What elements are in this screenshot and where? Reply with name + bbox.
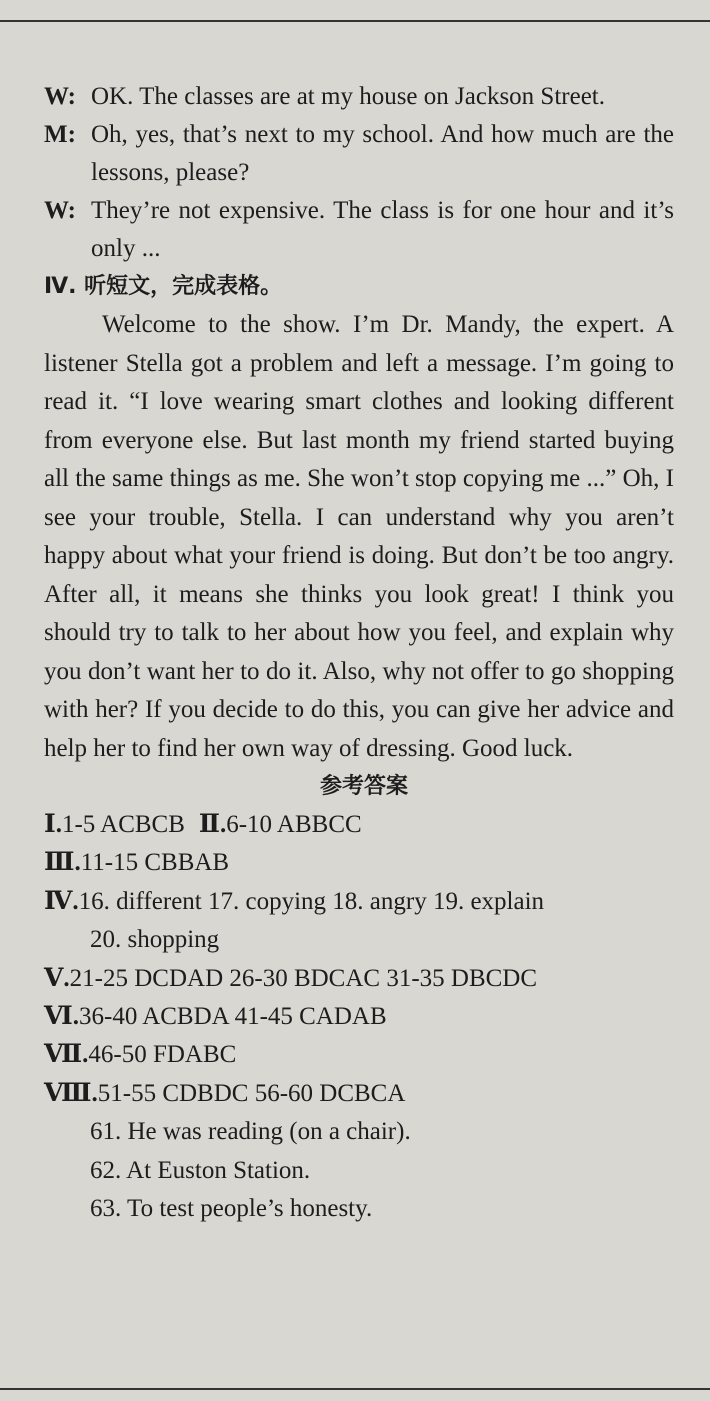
answer-line (44, 883, 674, 921)
top-rule (0, 20, 710, 22)
section-number: Ⅰ. (44, 811, 62, 838)
answer-item: 62. At Euston Station. (90, 1156, 311, 1184)
answer-line (44, 844, 674, 882)
answer-text: 21-25 DCDAD 26-30 BDCAC 31-35 DBCDC (69, 964, 538, 992)
section-number: Ⅲ. (44, 849, 81, 877)
section-number: Ⅴ. (44, 964, 70, 992)
answer-line (44, 806, 674, 844)
speaker-label: W: (44, 83, 76, 110)
answer-text: 6-10 ABBCC (226, 811, 362, 838)
dialogue-text: Oh, yes, that’s next to my school. And how much are the lessons, please? (91, 121, 674, 186)
answer-text: 1-5 ACBCB (61, 811, 185, 838)
section-number: Ⅳ. (44, 887, 79, 915)
answer-item: 61. He was reading (on a chair). (90, 1118, 411, 1146)
bottom-rule (0, 1388, 710, 1390)
section-heading: Ⅳ. 听短文，完成表格。 (44, 274, 283, 299)
answer-continuation: 20. shopping (90, 926, 220, 954)
section-number: Ⅶ. (44, 1041, 89, 1069)
dialogue-text: They’re not expensive. The class is for one hour and it’s only ... (91, 197, 674, 262)
speaker-label: M: (44, 121, 76, 148)
section-number: Ⅷ. (44, 1079, 98, 1107)
answer-line (44, 998, 674, 1036)
section-number: Ⅵ. (44, 1003, 79, 1031)
answer-line (44, 1036, 674, 1074)
answer-text: 36-40 ACBDA 41-45 CADAB (79, 1003, 387, 1031)
passage-text: Welcome to the show. I’m Dr. Mandy, the expert. A listener Stella got a problem and left a message. I’m going to read it. “I love wearing smart clothes and looking different from everyone else. But last month my friend started buying all the same things as me. She won’t stop copying me ...” Oh, I see your trouble, Stella. I can understand why you aren’t happy about what your friend is doing. But don’t be too angry. After all, it means she thinks you look great! I think you should try to talk to her about how you feel, and explain why you don’t want her to do it. Also, why not offer to go shopping with her? If you decide to do this, you can give her advice and help her to find her own way of dressing. Good luck. (44, 311, 674, 762)
dialogue-text: OK. The classes are at my house on Jackson Street. (91, 83, 605, 110)
speaker-label: W: (44, 197, 76, 224)
answer-text: 51-55 CDBDC 56-60 DCBCA (97, 1079, 406, 1107)
answer-text: 46-50 FDABC (88, 1041, 237, 1069)
page-content (44, 78, 674, 1228)
answer-item: 63. To test people’s honesty. (90, 1195, 373, 1223)
answer-line (44, 960, 674, 998)
dialogue-line (44, 192, 674, 268)
dialogue-line (44, 78, 674, 116)
answers-title: 参考答案 (319, 774, 408, 799)
answer-line (44, 1075, 674, 1113)
section-number: Ⅱ. (198, 811, 227, 838)
answer-text: 11-15 CBBAB (80, 849, 230, 877)
dialogue-line (44, 116, 674, 192)
answer-text: 16. different 17. copying 18. angry 19. explain (78, 887, 545, 915)
